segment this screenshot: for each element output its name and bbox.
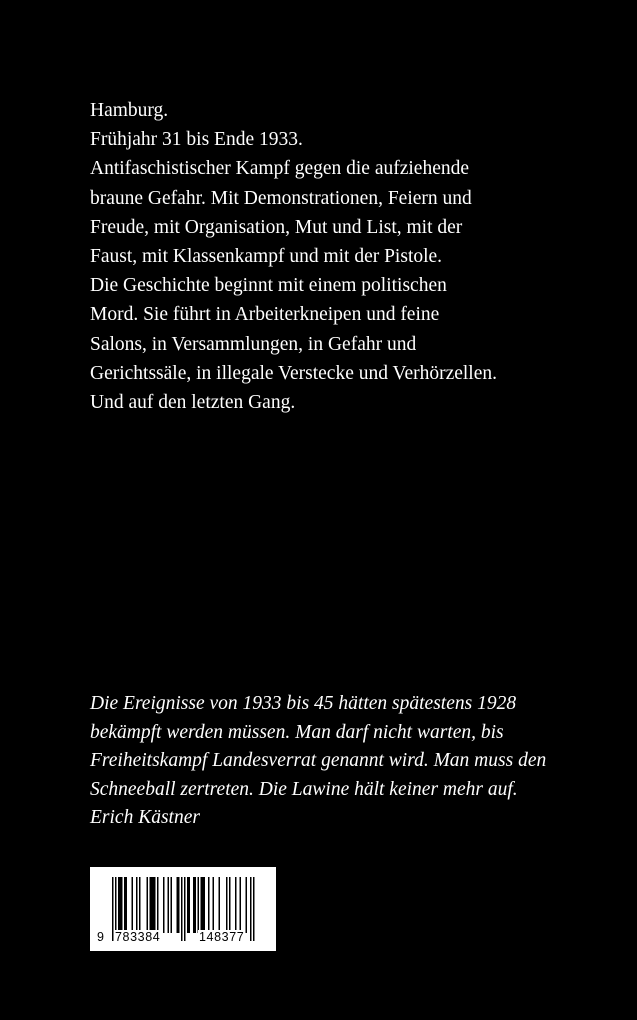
quote-line: Die Ereignisse von 1933 bis 45 hätten spätestens 1928: [90, 693, 517, 714]
blurb-line: Frühjahr 31 bis Ende 1933.: [90, 129, 303, 151]
quote-attribution: Erich Kästner: [90, 807, 200, 829]
barcode-right-digits: 148377: [199, 930, 245, 944]
blurb-line: Gerichtssäle, in illegale Verstecke und Verhörzellen.: [90, 362, 498, 384]
barcode-left-digits: 783384: [115, 930, 161, 944]
blurb-line: Freude, mit Organisation, Mut und List, mit der: [90, 216, 463, 238]
blurb-line: Hamburg.: [90, 100, 169, 121]
blurb-line: Und auf den letzten Gang.: [90, 392, 296, 414]
quote-line: Freiheitskampf Landesverrat genannt wird. Man muss den: [90, 750, 547, 772]
blurb-line: Antifaschistischer Kampf gegen die aufziehende: [90, 158, 470, 180]
back-cover-blurb: [90, 96, 610, 417]
blurb-line: Die Geschichte beginnt mit einem politischen: [90, 275, 447, 297]
author-quote: [90, 690, 610, 833]
quote-line: bekämpft werden müssen. Man darf nicht warten, bis: [90, 721, 504, 743]
blurb-line: Faust, mit Klassenkampf und mit der Pistole.: [90, 246, 443, 268]
isbn-barcode: [90, 867, 276, 951]
barcode-lead-digit: 9: [97, 930, 104, 944]
blurb-line: Salons, in Versammlungen, in Gefahr und: [90, 333, 417, 355]
barcode-digits: [90, 867, 276, 951]
blurb-line: braune Gefahr. Mit Demonstrationen, Feiern und: [90, 187, 472, 209]
quote-line: Schneeball zertreten. Die Lawine hält keiner mehr auf.: [90, 778, 518, 800]
blurb-line: Mord. Sie führt in Arbeiterkneipen und feine: [90, 304, 440, 326]
